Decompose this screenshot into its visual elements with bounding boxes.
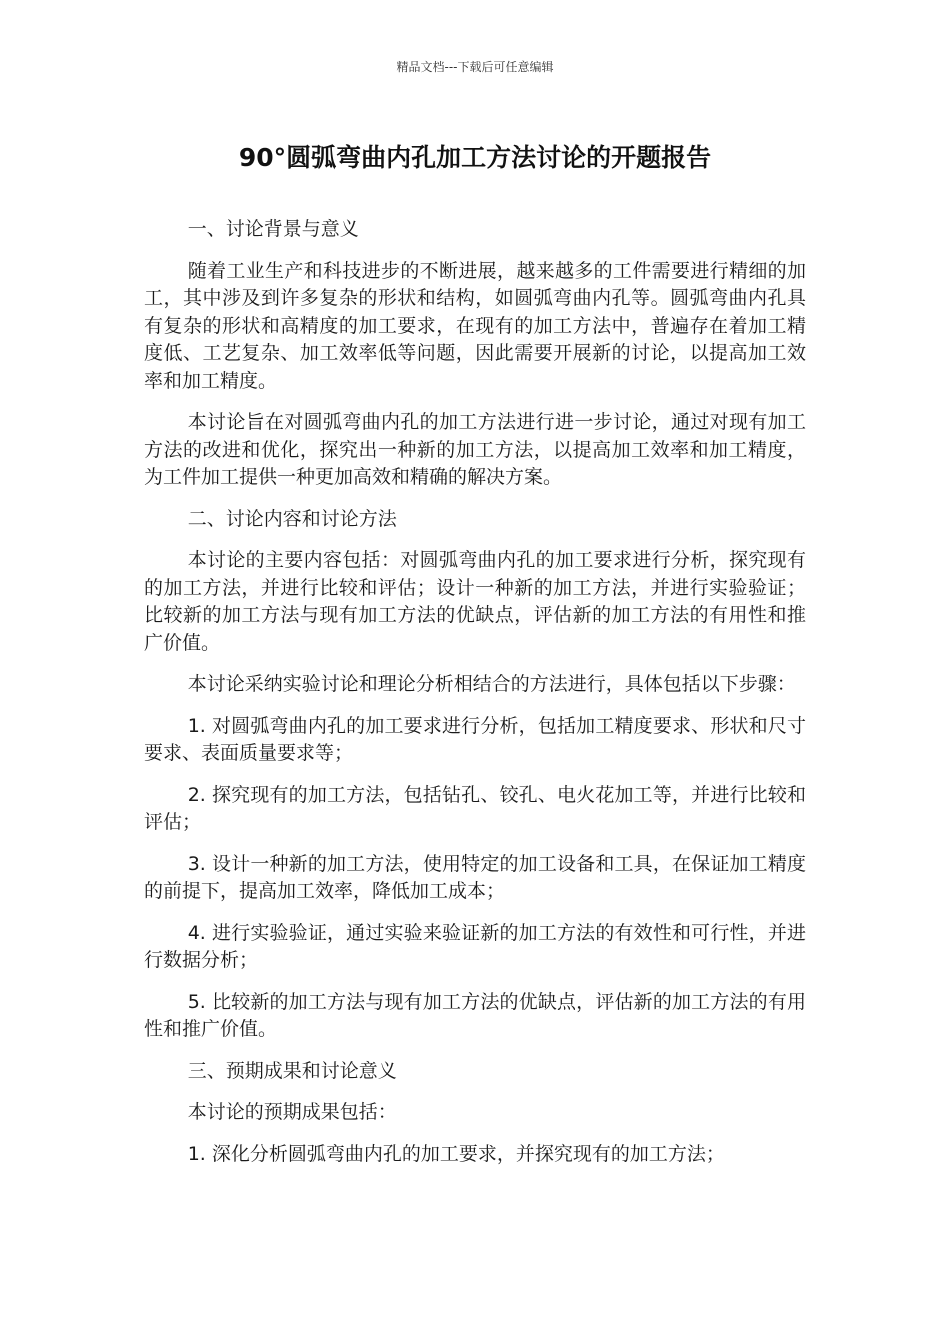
document-body	[144, 216, 806, 1182]
list-item-step-3: 3. 设计一种新的加工方法，使用特定的加工设备和工具，在保证加工精度的前提下，提高加工效率，降低加工成本；	[144, 852, 806, 902]
paragraph-background-2: 本讨论旨在对圆弧弯曲内孔的加工方法进行进一步讨论，通过对现有加工方法的改进和优化，探究出一种新的加工方法，以提高加工效率和加工精度，为工件加工提供一种更加高效和精确的解决方案。	[144, 411, 806, 488]
paragraph-results-intro: 本讨论的预期成果包括：	[187, 1101, 397, 1123]
list-item-step-1: 1. 对圆弧弯曲内孔的加工要求进行分析，包括加工精度要求、形状和尺寸要求、表面质量要求等；	[144, 714, 806, 764]
list-item-step-2: 2. 探究现有的加工方法，包括钻孔、铰孔、电火花加工等，并进行比较和评估；	[144, 783, 806, 833]
paragraph-method-intro: 本讨论采纳实验讨论和理论分析相结合的方法进行，具体包括以下步骤：	[187, 673, 796, 695]
section-heading-results: 三、预期成果和讨论意义	[187, 1059, 397, 1082]
section-heading-content-method: 二、讨论内容和讨论方法	[187, 507, 397, 530]
section-heading-background: 一、讨论背景与意义	[187, 218, 359, 240]
list-item-result-1: 1. 深化分析圆弧弯曲内孔的加工要求，并探究现有的加工方法；	[187, 1142, 725, 1165]
paragraph-content: 本讨论的主要内容包括：对圆弧弯曲内孔的加工要求进行分析，探究现有的加工方法，并进行比较和评估；设计一种新的加工方法，并进行实验验证；比较新的加工方法与现有加工方法的优缺点，评估新的加工方法的有用性和推广价值。	[144, 549, 806, 654]
list-item-step-4: 4. 进行实验验证，通过实验来验证新的加工方法的有效性和可行性，并进行数据分析；	[144, 921, 806, 971]
document-title: 90°圆弧弯曲内孔加工方法讨论的开题报告	[238, 143, 712, 172]
list-item-step-5: 5. 比较新的加工方法与现有加工方法的优缺点，评估新的加工方法的有用性和推广价值。	[144, 990, 806, 1040]
header-note: 精品文档---下载后可任意编辑	[396, 60, 554, 74]
paragraph-background-1: 随着工业生产和科技进步的不断进展，越来越多的工件需要进行精细的加工，其中涉及到许多复杂的形状和结构，如圆弧弯曲内孔等。圆弧弯曲内孔具有复杂的形状和高精度的加工要求，在现有的加工方法中，普遍存在着加工精度低、工艺复杂、加工效率低等问题，因此需要开展新的讨论，以提高加工效率和加工精度。	[144, 259, 806, 392]
